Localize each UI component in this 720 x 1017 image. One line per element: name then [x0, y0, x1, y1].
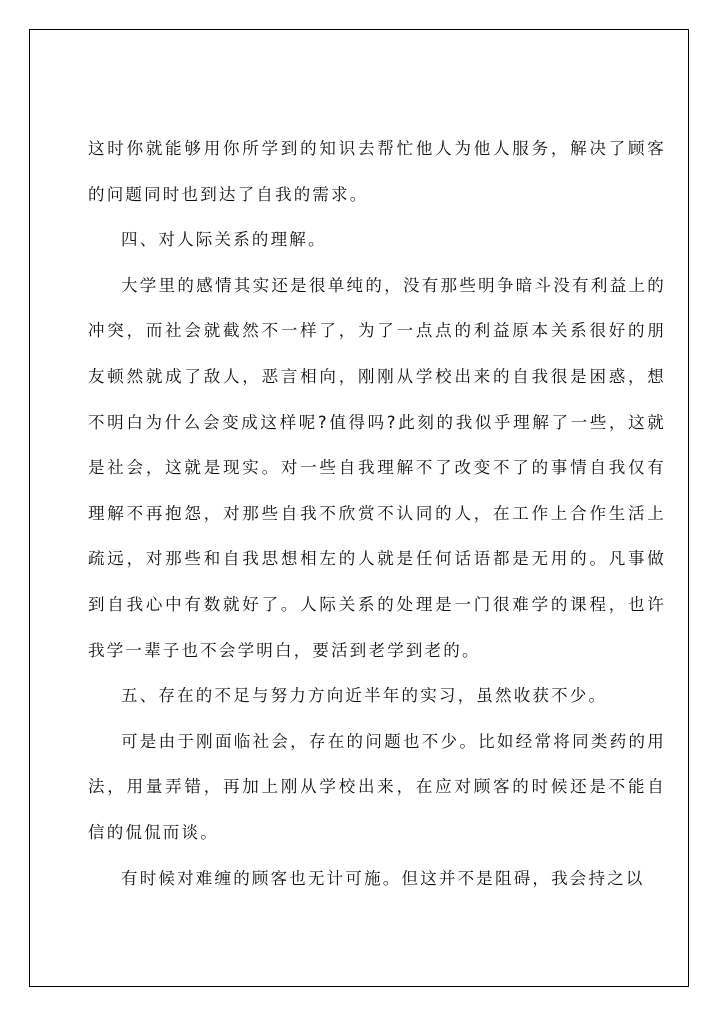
paragraph: 有时候对难缠的顾客也无计可施。但这并不是阻碍，我会持之以 [121, 868, 645, 888]
document-page [29, 29, 689, 987]
paragraph: 可是由于刚面临社会，存在的问题也不少。比如经常将同类药的用法，用量弄错，再加上刚从学校出来，在应对顾客的时候还是不能自信的侃侃而谈。 [88, 731, 666, 842]
section-heading-5: 五、存在的不足与努力方向近半年的实习，虽然收获不少。 [121, 686, 608, 706]
paragraph: 大学里的感情其实还是很单纯的，没有那些明争暗斗没有利益上的冲突，而社会就截然不一样了，为了一点点的利益原本关系很好的朋友顿然就成了敌人，恶言相向，刚刚从学校出来的自我很是困惑，想不明白为什么会变成这样呢?值得吗?此刻的我似乎理解了一些，这就是社会，这就是现实。对一些自我理解不了改变不了的事情自我仅有理解不再抱怨，对那些自我不欣赏不认同的人，在工作上合作生活上疏远，对那些和自我思想相左的人就是任何话语都是无用的。凡事做到自我心中有数就好了。人际关系的处理是一门很难学的课程，也许我学一辈子也不会学明白，要活到老学到老的。 [88, 275, 666, 660]
document-body [88, 126, 666, 901]
paragraph-continuation: 这时你就能够用你所学到的知识去帮忙他人为他人服务，解决了顾客的问题同时也到达了自我的需求。 [88, 139, 666, 204]
section-heading-4: 四、对人际关系的理解。 [121, 230, 327, 250]
